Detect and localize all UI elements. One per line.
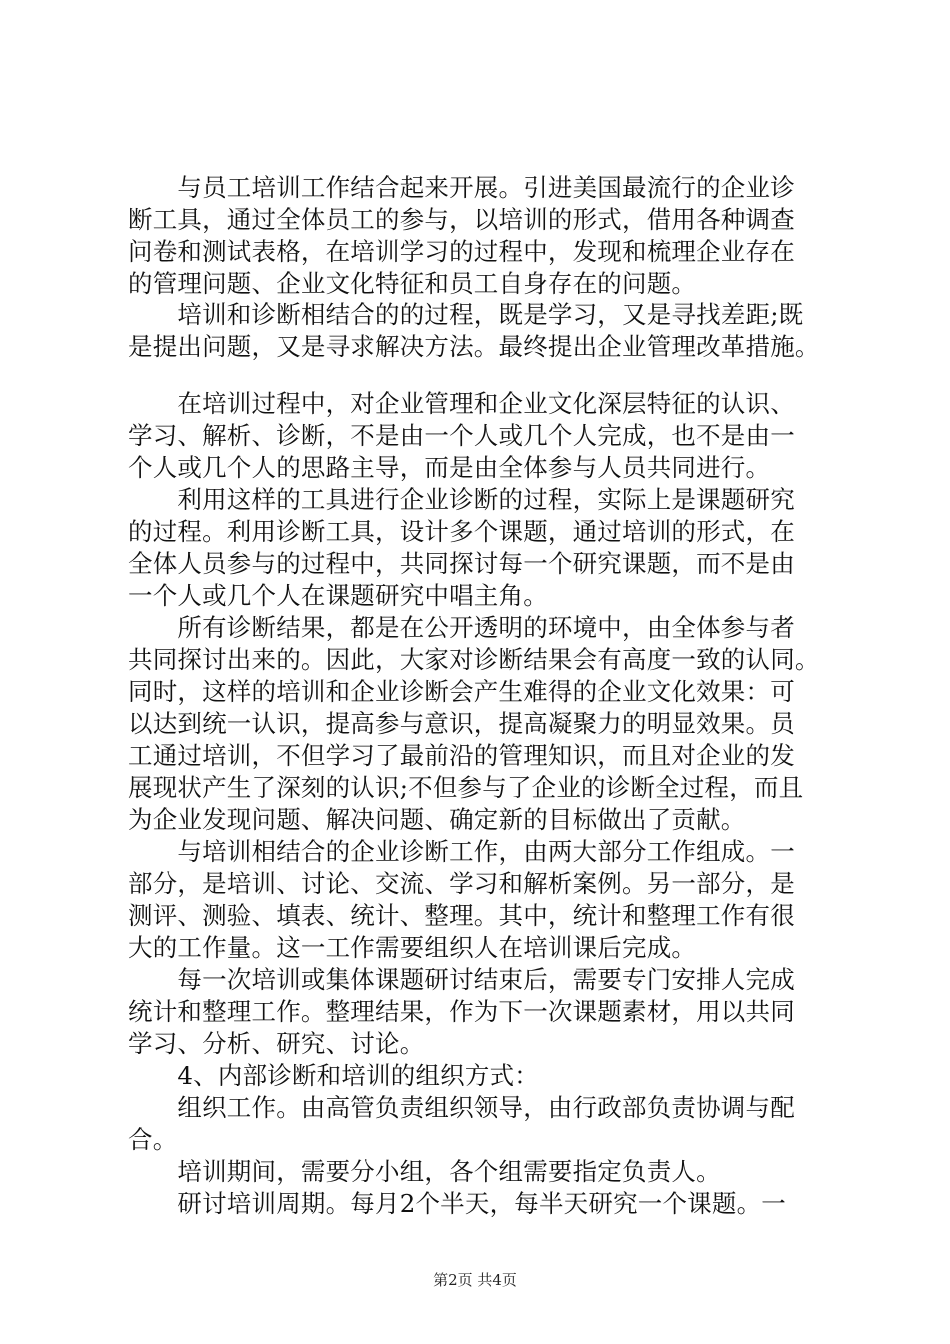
text-line: 个人或几个人的思路主导，而是由全体参与人员共同进行。 [128,453,771,482]
text-line: 研讨培训周期。每月2个半天，每半天研究一个课题。一 [128,1189,786,1218]
text-line: 共同探讨出来的。因此，大家对诊断结果会有高度一致的认同。 [128,645,820,674]
text-line: 合。 [128,1125,178,1154]
text-line: 为企业发现问题、解决问题、确定新的目标做出了贡献。 [128,805,746,834]
text-line: 以达到统一认识，提高参与意识，提高凝聚力的明显效果。员 [128,709,795,738]
text-line: 培训和诊断相结合的的过程，既是学习，又是寻找差距;既 [128,300,804,329]
text-line: 的过程。利用诊断工具，设计多个课题，通过培训的形式，在 [128,517,795,546]
text-line: 学习、解析、诊断，不是由一个人或几个人完成，也不是由一 [128,421,795,450]
text-line: 与培训相结合的企业诊断工作，由两大部分工作组成。一 [128,837,795,866]
text-line: 断工具，通过全体员工的参与，以培训的形式，借用各种调查 [128,205,795,234]
text-line: 是提出问题，又是寻求解决方法。最终提出企业管理改革措施。 [128,332,820,361]
text-line: 展现状产生了深刻的认识;不但参与了企业的诊断全过程，而且 [128,773,804,802]
text-line: 大的工作量。这一工作需要组织人在培训课后完成。 [128,933,697,962]
page-footer: 第2页 共4页 [433,1271,517,1289]
text-line: 4、内部诊断和培训的组织方式： [128,1061,539,1090]
text-line: 与员工培训工作结合起来开展。引进美国最流行的企业诊 [128,173,795,202]
text-line: 一个人或几个人在课题研究中唱主角。 [128,581,548,610]
text-line: 每一次培训或集体课题研讨结束后，需要专门安排人完成 [128,965,795,994]
text-line: 的管理问题、企业文化特征和员工自身存在的问题。 [128,269,697,298]
text-line: 全体人员参与的过程中，共同探讨每一个研究课题，而不是由 [128,549,795,578]
text-line: 所有诊断结果，都是在公开透明的环境中，由全体参与者 [128,613,795,642]
text-line: 同时，这样的培训和企业诊断会产生难得的企业文化效果：可 [128,677,795,706]
text-line: 在培训过程中，对企业管理和企业文化深层特征的认识、 [128,389,795,418]
text-line: 学习、分析、研究、讨论。 [128,1029,425,1058]
text-line: 培训期间，需要分小组，各个组需要指定负责人。 [128,1157,721,1186]
text-line: 问卷和测试表格，在培训学习的过程中，发现和梳理企业存在 [128,237,795,266]
text-line: 工通过培训，不但学习了最前沿的管理知识，而且对企业的发 [128,741,795,770]
text-line: 统计和整理工作。整理结果，作为下一次课题素材，用以共同 [128,997,795,1026]
text-line: 测评、测验、填表、统计、整理。其中，统计和整理工作有很 [128,901,795,930]
text-line: 组织工作。由高管负责组织领导，由行政部负责协调与配 [128,1093,795,1122]
text-line: 利用这样的工具进行企业诊断的过程，实际上是课题研究 [128,485,795,514]
text-line: 部分，是培训、讨论、交流、学习和解析案例。另一部分，是 [128,869,795,898]
